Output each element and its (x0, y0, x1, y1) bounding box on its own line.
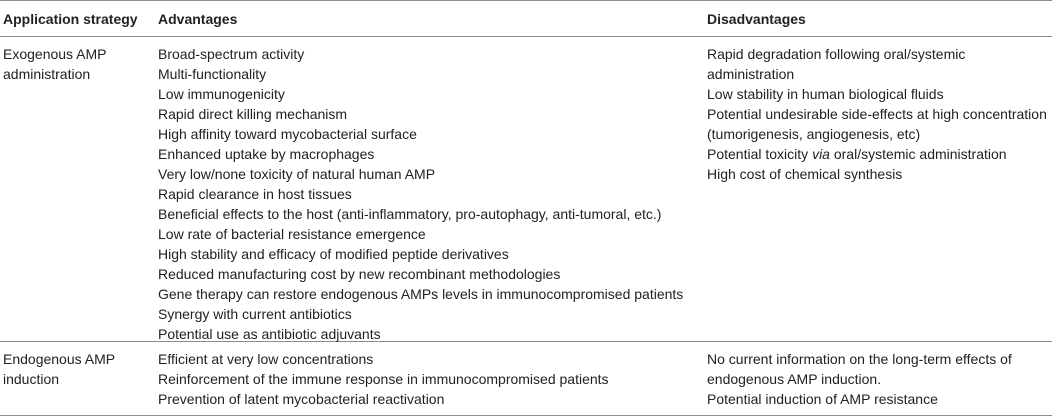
advantage-item: High stability and efficacy of modified peptide derivatives (158, 246, 509, 262)
disadvantages-cell (707, 44, 1052, 184)
disadvantages-cell (707, 349, 1052, 409)
disadvantage-item: (tumorigenesis, angiogenesis, etc) (707, 126, 921, 142)
advantage-item: Multi-functionality (158, 66, 267, 82)
advantage-item: Synergy with current antibiotics (158, 306, 352, 322)
table-header (0, 0, 1052, 37)
strategy-cell (3, 349, 143, 389)
table-row (0, 342, 1052, 416)
advantage-item: Low immunogenicity (158, 86, 285, 102)
disadvantage-item: endogenous AMP induction. (707, 371, 882, 387)
advantage-item: Reduced manufacturing cost by new recombinant methodologies (158, 266, 561, 282)
advantage-item: Potential use as antibiotic adjuvants (158, 326, 381, 342)
disadvantage-text: oral/systemic administration (829, 146, 1007, 162)
strategy-line: Exogenous AMP (3, 46, 107, 62)
advantage-item: Enhanced uptake by macrophages (158, 146, 375, 162)
advantages-cell (158, 44, 698, 344)
strategy-cell (3, 44, 143, 84)
header-strategy: Application strategy (3, 11, 138, 27)
disadvantage-item: No current information on the long-term effects of (707, 351, 1012, 367)
disadvantage-text: Potential toxicity (707, 146, 813, 162)
disadvantage-item: High cost of chemical synthesis (707, 166, 903, 182)
advantage-item: Rapid clearance in host tissues (158, 186, 352, 202)
disadvantage-item: Low stability in human biological fluids (707, 86, 944, 102)
header-disadvantages: Disadvantages (707, 11, 806, 27)
advantage-item: Broad-spectrum activity (158, 46, 305, 62)
strategy-line: induction (3, 371, 60, 387)
advantage-item: Gene therapy can restore endogenous AMPs levels in immunocompromised patients (158, 286, 684, 302)
advantage-item: Low rate of bacterial resistance emergence (158, 226, 426, 242)
header-advantages: Advantages (158, 11, 238, 27)
advantage-item: Prevention of latent mycobacterial reactivation (158, 391, 445, 407)
table-row (0, 37, 1052, 342)
strategy-line: administration (3, 66, 91, 82)
advantage-item: Beneficial effects to the host (anti-inflammatory, pro-autophagy, anti-tumoral, etc.) (158, 206, 662, 222)
strategy-line: Endogenous AMP (3, 351, 116, 367)
advantage-item: Efficient at very low concentrations (158, 351, 374, 367)
advantage-item: High affinity toward mycobacterial surface (158, 126, 417, 142)
advantage-item: Rapid direct killing mechanism (158, 106, 348, 122)
disadvantage-item: Potential undesirable side-effects at high concentration (707, 106, 1047, 122)
advantage-item: Reinforcement of the immune response in immunocompromised patients (158, 371, 609, 387)
disadvantage-item: Potential induction of AMP resistance (707, 391, 938, 407)
disadvantage-item: administration (707, 66, 795, 82)
disadvantage-item (707, 144, 1052, 164)
advantage-item: Very low/none toxicity of natural human AMP (158, 166, 436, 182)
disadvantage-italic-text: via (812, 146, 830, 162)
advantages-cell (158, 349, 698, 409)
disadvantage-item: Rapid degradation following oral/systemic (707, 46, 966, 62)
